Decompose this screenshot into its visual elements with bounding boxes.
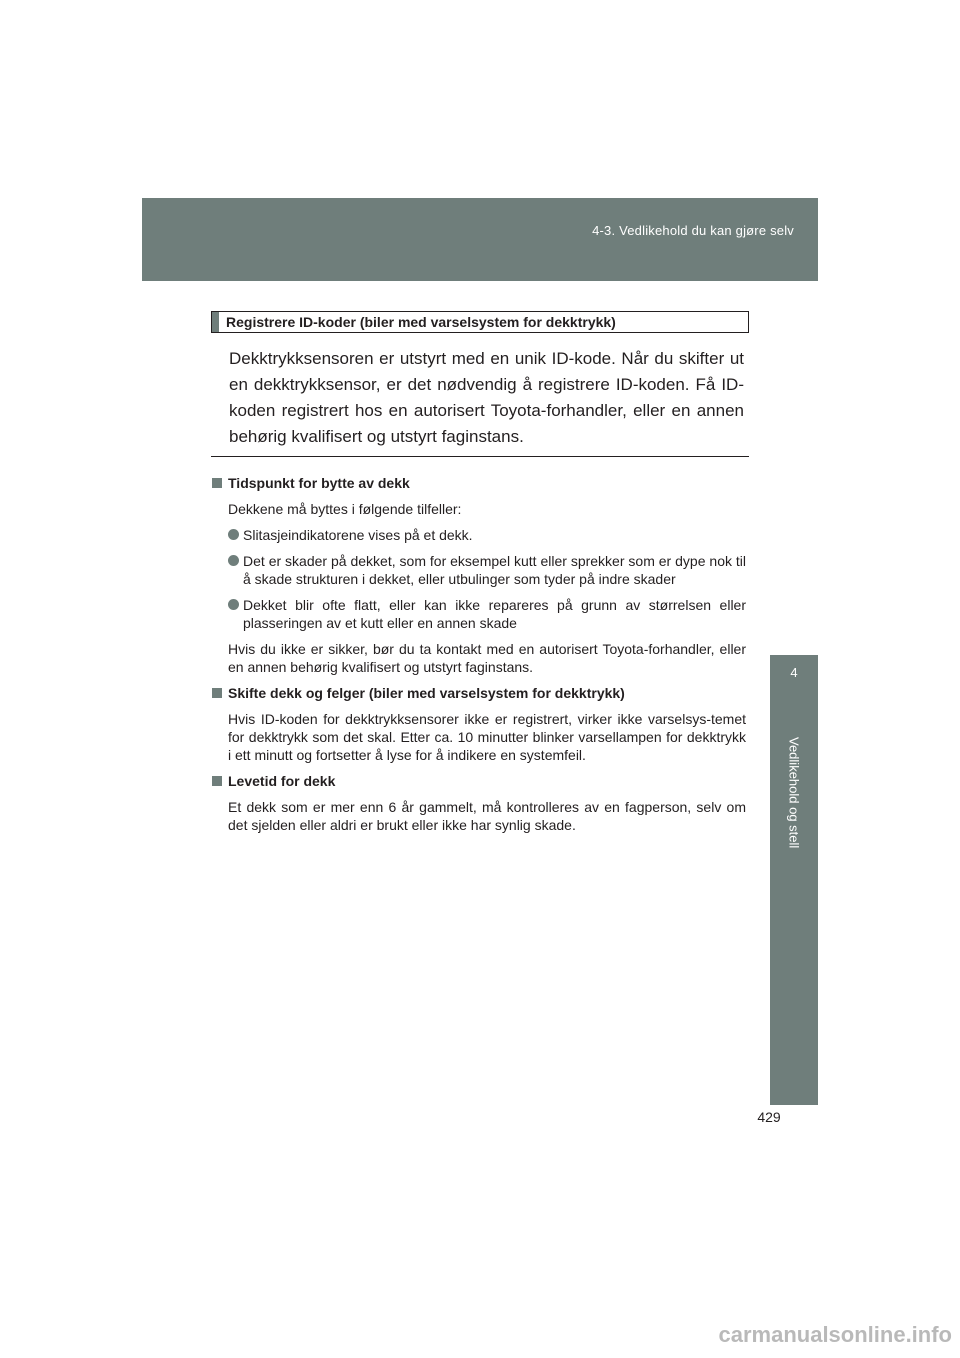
chapter-number: 4	[790, 665, 798, 680]
square-bullet-icon	[212, 688, 222, 698]
note-heading	[211, 684, 746, 702]
note-text: Hvis du ikke er sikker, bør du ta kontakt med en autorisert Toyota-forhandler, eller en annen behørig kvalifisert og utstyrt faginstans.	[228, 641, 746, 675]
round-bullet-icon	[228, 555, 239, 566]
note-text: Hvis ID-koden for dekktrykksensorer ikke er registrert, virker ikke varselsys-temet for dekktrykk som det skal. Etter ca. 10 minutter blinker varsellampen for dekktrykk i ett minutt og fortsetter å lyse for å indikere en systemfeil.	[228, 711, 746, 763]
page-number: 429	[757, 1109, 781, 1125]
note-heading-text: Skifte dekk og felger (biler med varselsystem for dekktrykk)	[228, 685, 625, 701]
note-heading-text: Levetid for dekk	[228, 773, 336, 789]
chapter-title: 4-3. Vedlikehold du kan gjøre selv	[592, 223, 794, 238]
round-bullet-icon	[228, 529, 239, 540]
section-heading: Registrere ID-koder (biler med varselsystem for dekktrykk)	[226, 314, 616, 330]
chapter-header	[142, 198, 818, 281]
notes	[211, 474, 746, 842]
list-item-text: Det er skader på dekket, som for eksempel kutt eller sprekker som er dype nok til å skade strukturen i dekket, eller utbulinger som tyder på indre skader	[243, 553, 746, 587]
square-bullet-icon	[212, 478, 222, 488]
note-text: Et dekk som er mer enn 6 år gammelt, må kontrolleres av en fagperson, selv om det sjelden eller aldri er brukt eller ikke har synlig skade.	[228, 799, 746, 833]
chapter-number-tab	[770, 655, 818, 725]
note-heading-text: Tidspunkt for bytte av dekk	[228, 475, 410, 491]
chapter-label: Vedlikehold og stell	[786, 737, 802, 849]
note-heading	[211, 772, 746, 790]
watermark: carmanualsonline.info	[718, 1322, 952, 1347]
divider	[211, 456, 749, 457]
section-heading-box	[211, 311, 749, 333]
list-item	[211, 526, 746, 544]
section-intro: Dekktrykksensoren er utstyrt med en unik ID-kode. Når du skifter ut en dekktrykksensor, er det nødvendig å registrere ID-koden. Få ID-koden registrert hos en autorisert Toyota-forhandler, eller en annen behørig kvalifisert og utstyrt faginstans.	[229, 349, 744, 446]
round-bullet-icon	[228, 599, 239, 610]
section-heading-accent	[212, 312, 219, 332]
note-text: Dekkene må byttes i følgende tilfeller:	[228, 501, 462, 517]
list-item	[211, 552, 746, 588]
chapter-label-tab	[770, 725, 818, 1105]
list-item-text: Slitasjeindikatorene vises på et dekk.	[243, 527, 473, 543]
list-item-text: Dekket blir ofte flatt, eller kan ikke repareres på grunn av størrelsen eller plasseringen av et kutt eller en annen skade	[243, 597, 746, 631]
note-heading	[211, 474, 746, 492]
list-item	[211, 596, 746, 632]
square-bullet-icon	[212, 776, 222, 786]
